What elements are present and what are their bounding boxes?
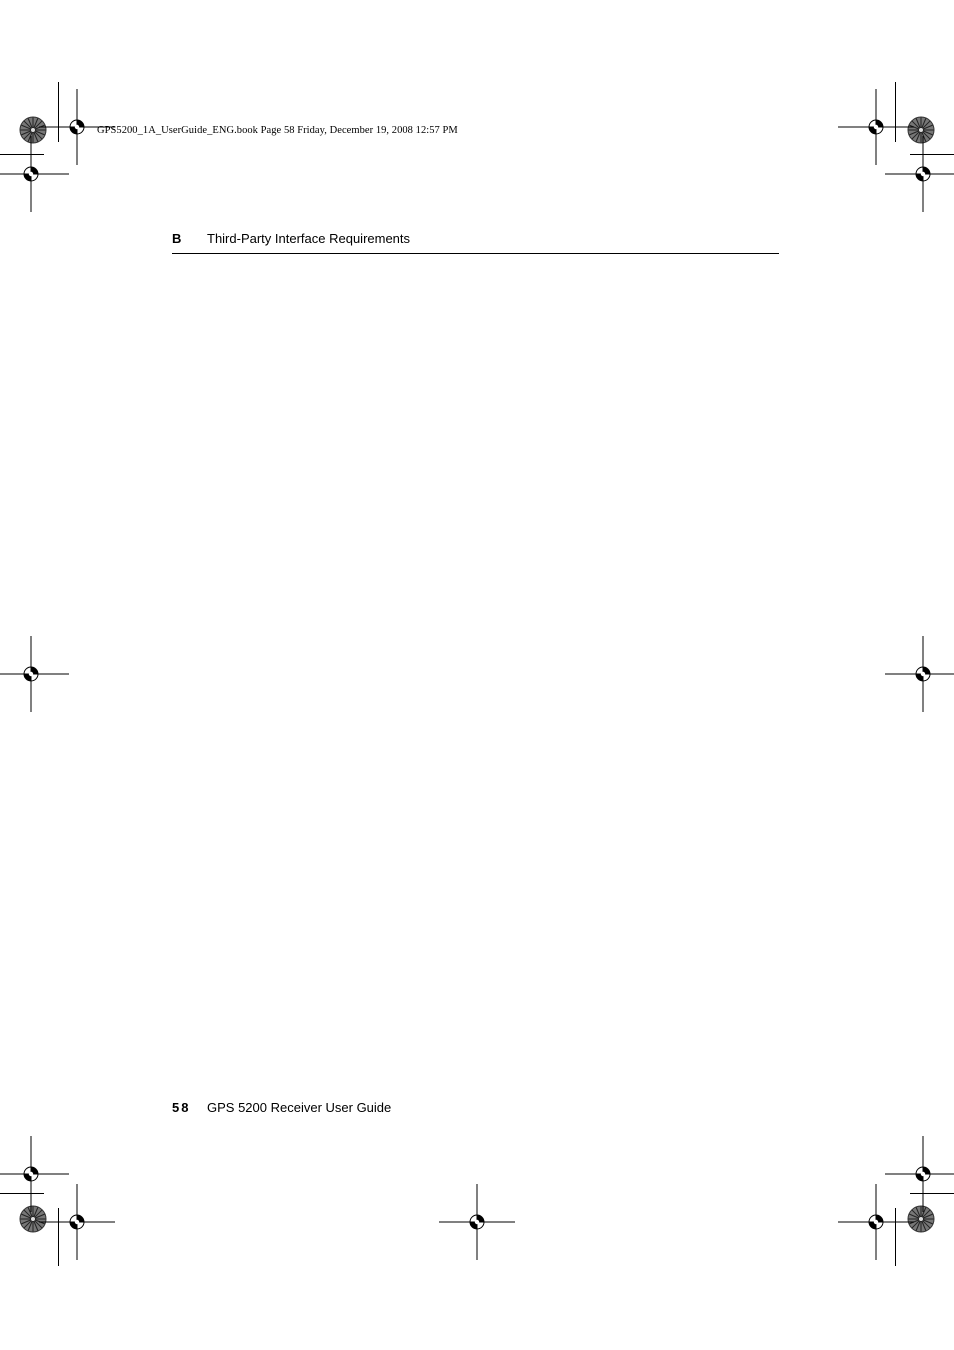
- trim-lines: [0, 82, 954, 1266]
- starburst-target-icon: [908, 1206, 934, 1232]
- registration-crosshair-icon: [0, 636, 69, 712]
- starburst-target-icon: [908, 117, 934, 143]
- starburst-target-icon: [20, 117, 46, 143]
- registration-crosshair-icon: [838, 89, 914, 165]
- registration-crosshair-icon: [439, 1184, 515, 1260]
- registration-crosshair-icon: [885, 1136, 954, 1212]
- header-title: Third-Party Interface Requirements: [207, 231, 411, 246]
- running-footer: [172, 1100, 391, 1115]
- registration-crosshair-icon: [0, 1136, 69, 1212]
- registration-crosshair-icon: [0, 136, 69, 212]
- appendix-label: B: [172, 231, 182, 246]
- page-number: 58: [172, 1100, 191, 1115]
- guide-title: GPS 5200 Receiver User Guide: [207, 1100, 392, 1115]
- registration-crosshair-icon: [838, 1184, 914, 1260]
- running-header: [172, 229, 779, 254]
- registration-crosshair-icon: [885, 136, 954, 212]
- registration-crosshair-icon: [885, 636, 954, 712]
- registration-crosshair-icon: [39, 1184, 115, 1260]
- print-slug-line: GPS5200_1A_UserGuide_ENG.book Page 58 Friday, December 19, 2008 12:57 PM: [97, 125, 458, 136]
- starburst-target-icon: [20, 1206, 46, 1232]
